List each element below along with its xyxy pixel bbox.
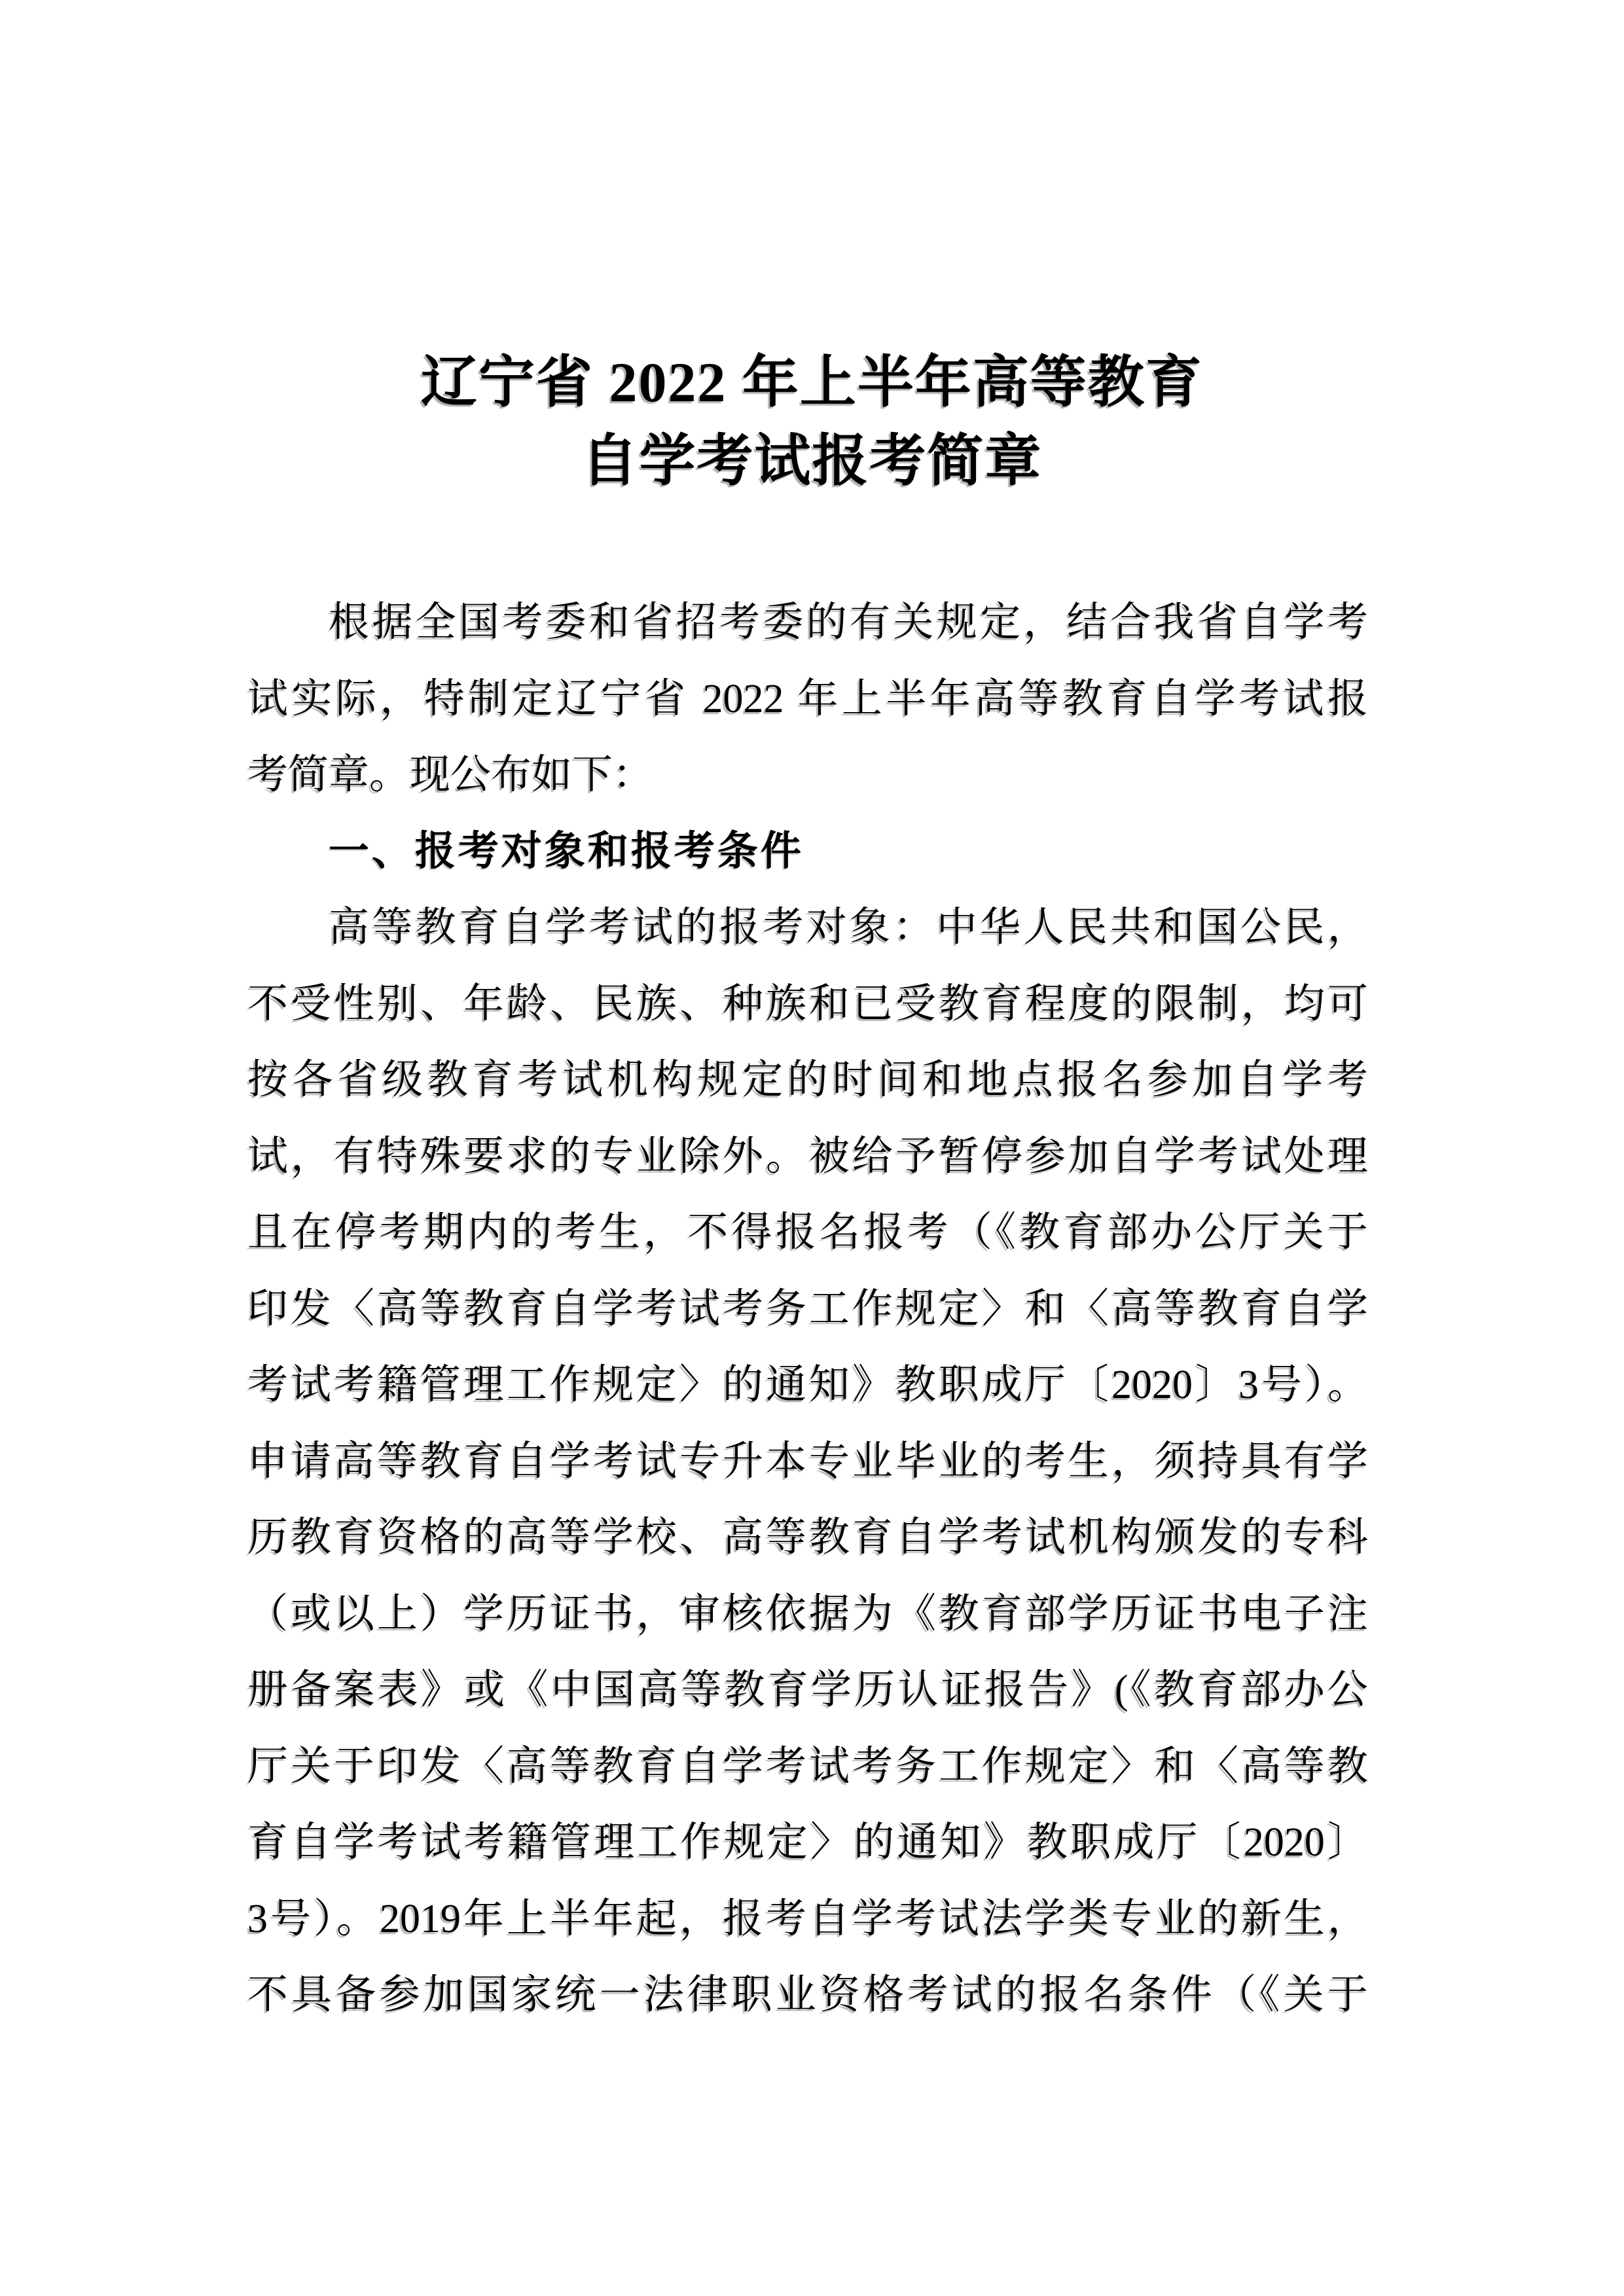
section1-para-line-5: 且在停考期内的考生，不得报名报考（《教育部办公厅关于 [247,1210,1368,1255]
section1-heading: 一、报考对象和报考条件 [329,828,804,874]
section1-para-line-3: 按各省级教育考试机构规定的时间和地点报名参加自学考 [247,1058,1368,1102]
section1-para-line-1: 高等教育自学考试的报考对象：中华人民共和国公民， [329,905,1368,950]
section1-para-line-13: 育自学考试考籍管理工作规定〉的通知》教职成厅〔2020〕 [247,1820,1368,1865]
section1-para-line-15: 不具备参加国家统一法律职业资格考试的报名条件（《关于 [247,1973,1368,2017]
section1-para-line-11: 册备案表》或《中国高等教育学历认证报告》(《教育部办公 [247,1668,1368,1712]
section1-para-line-10: （或以上）学历证书，审核依据为《教育部学历证书电子注 [247,1591,1368,1636]
document-title-line-1: 辽宁省 2022 年上半年高等教育 [421,351,1203,414]
section1-para-line-14: 3号）。2019年上半年起，报考自学考试法学类专业的新生， [247,1896,1368,1941]
document-body [247,584,1368,2034]
section1-para-line-12: 厅关于印发〈高等教育自学考试考务工作规定〉和〈高等教 [247,1744,1368,1789]
document-title [0,343,1624,500]
intro-line-2: 试实际，特制定辽宁省 2022 年上半年高等教育自学考试报 [247,676,1368,721]
section1-para-line-8: 申请高等教育自学考试专升本专业毕业的考生，须持具有学 [247,1439,1368,1484]
section1-para-line-7: 考试考籍管理工作规定〉的通知》教职成厅〔2020〕3号）。 [247,1363,1368,1407]
document-title-line-2: 自学考试报考简章 [581,429,1043,492]
section1-para-line-9: 历教育资格的高等学校、高等教育自学考试机构颁发的专科 [247,1515,1368,1560]
section1-para-line-6: 印发〈高等教育自学考试考务工作规定〉和〈高等教育自学 [247,1286,1368,1331]
section1-para-line-2: 不受性别、年龄、民族、种族和已受教育程度的限制，均可 [247,981,1368,1026]
intro-line-1: 根据全国考委和省招考委的有关规定，结合我省自学考 [329,600,1368,645]
section1-para-line-4: 试，有特殊要求的专业除外。被给予暂停参加自学考试处理 [247,1134,1368,1179]
intro-line-3: 考简章。现公布如下： [247,753,654,797]
